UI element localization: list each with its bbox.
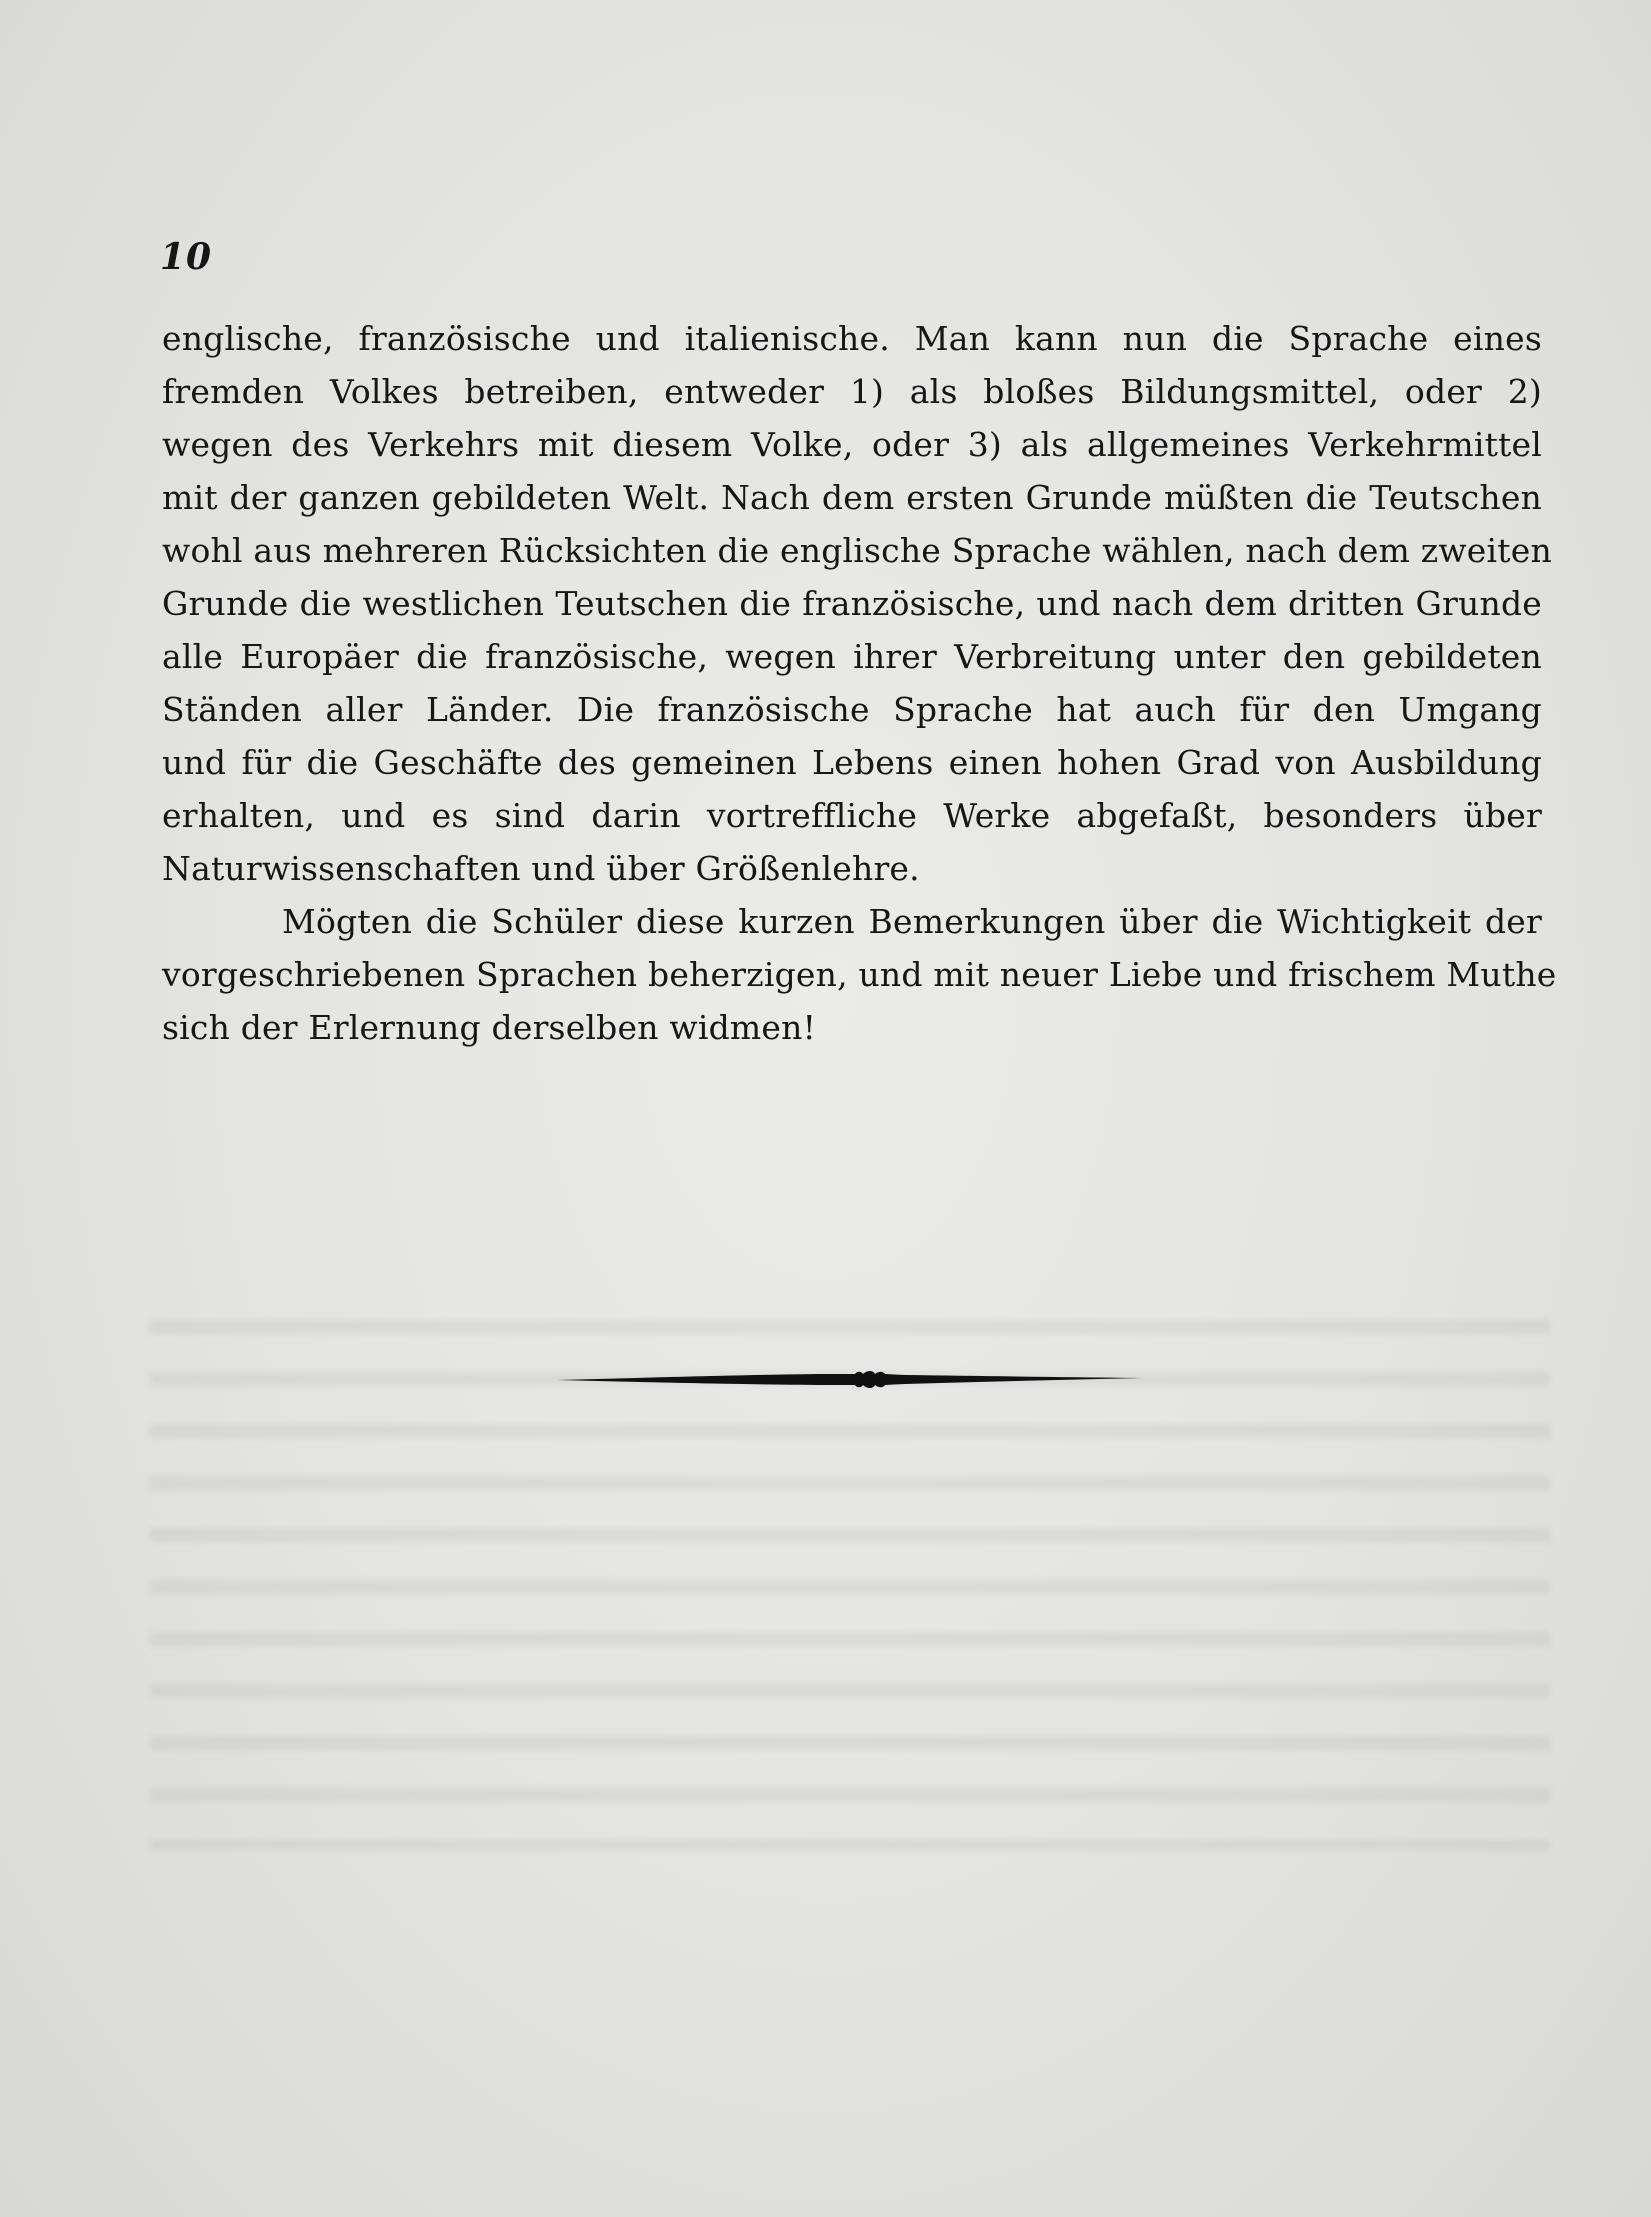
text-line: sich der Erlernung derselben widmen! <box>162 1008 817 1047</box>
text-line: englische, französische und italienische. Man kann nun die Sprache eines <box>162 319 1542 358</box>
text-line: fremden Volkes betreiben, entweder 1) als bloßes Bildungsmittel, oder 2) <box>162 372 1542 411</box>
text-line: alle Europäer die französische, wegen ihrer Verbreitung unter den gebildeten <box>162 637 1542 676</box>
text-line: Ständen aller Länder. Die französische Sprache hat auch für den Umgang <box>162 690 1542 729</box>
text-line: erhalten, und es sind darin vortreffliche Werke abgefaßt, besonders über <box>162 796 1542 835</box>
text-line: und für die Geschäfte des gemeinen Lebens einen hohen Grad von Ausbildung <box>162 743 1542 782</box>
ornament-rule <box>555 1365 1145 1395</box>
page-number: 10 <box>160 236 213 278</box>
body-text <box>162 312 1557 1054</box>
text-line: wegen des Verkehrs mit diesem Volke, oder 3) als allgemeines Verkehrmittel <box>162 425 1542 464</box>
text-line: Mögten die Schüler diese kurzen Bemerkungen über die Wichtigkeit der <box>282 902 1542 941</box>
text-line: mit der ganzen gebildeten Welt. Nach dem ersten Grunde müßten die Teutschen <box>162 478 1542 517</box>
text-line: Grunde die westlichen Teutschen die französische, und nach dem dritten Grunde <box>162 584 1542 623</box>
text-line: wohl aus mehreren Rücksichten die englische Sprache wählen, nach dem zweiten <box>162 531 1552 570</box>
text-line: vorgeschriebenen Sprachen beherzigen, und mit neuer Liebe und frischem Muthe <box>162 955 1557 994</box>
text-line: Naturwissenschaften und über Größenlehre. <box>162 849 920 888</box>
